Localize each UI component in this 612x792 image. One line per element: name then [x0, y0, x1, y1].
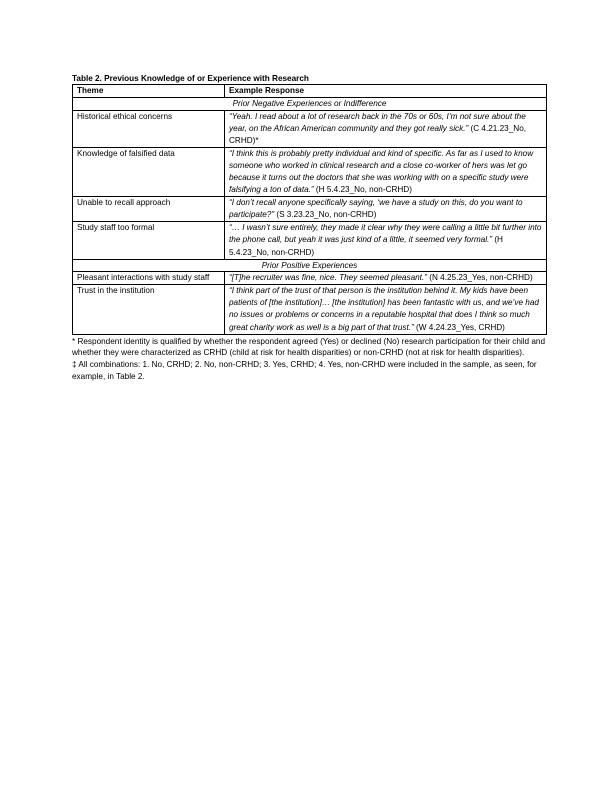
- document-page: [72, 74, 546, 382]
- response-cell: [225, 147, 547, 196]
- response-quote: “[T]he recruiter was fine, nice. They seemed pleasant.”: [229, 273, 427, 283]
- header-theme: Theme: [73, 85, 225, 98]
- table-row: [73, 197, 547, 222]
- section-row: [73, 259, 547, 272]
- footnote-respondent-identity: * Respondent identity is qualified by whether the respondent agreed (Yes) or declined (No) research participation for their child and whether they were characterized as CRHD (child at risk for health disparities) or non-CRHD (not at risk for health disparities).: [72, 336, 546, 358]
- response-source: (N 4.25.23_Yes, non-CRHD): [426, 273, 533, 283]
- theme-cell: Knowledge of falsified data: [73, 147, 225, 196]
- knowledge-table: [72, 84, 547, 335]
- theme-cell: Trust in the institution: [73, 285, 225, 334]
- theme-cell: Unable to recall approach: [73, 197, 225, 222]
- response-cell: [225, 222, 547, 259]
- response-source: (C 4.21.23_No, CRHD)*: [229, 123, 527, 145]
- table-row: [73, 222, 547, 259]
- section-label: Prior Positive Experiences: [73, 259, 547, 272]
- section-label: Prior Negative Experiences or Indifference: [73, 98, 547, 111]
- response-source: (H 5.4.23_No, non-CRHD): [229, 235, 503, 257]
- response-source: (W 4.24.23_Yes, CRHD): [413, 322, 505, 332]
- response-cell: [225, 197, 547, 222]
- theme-cell: Pleasant interactions with study staff: [73, 272, 225, 285]
- section-row: [73, 98, 547, 111]
- response-cell: [225, 285, 547, 334]
- response-cell: [225, 110, 547, 147]
- theme-cell: Study staff too formal: [73, 222, 225, 259]
- response-source: (S 3.23.23_No, non-CRHD): [274, 210, 377, 220]
- response-quote: “I think this is probably pretty individual and kind of specific. As far as I used to know someone who worked in clinical research and a close co-worker of hers was let go because it turns out the doctors that she was working with on a specific study were falsifying a ton of data.”: [229, 148, 534, 195]
- theme-cell: Historical ethical concerns: [73, 110, 225, 147]
- table-row: [73, 110, 547, 147]
- response-quote: “Yeah. I read about a lot of research back in the 70s or 60s, I’m not sure about the year, on the African American community and they got really sick.”: [229, 111, 526, 133]
- table-row: [73, 147, 547, 196]
- response-quote: “I think part of the trust of that person is the institution behind it. My kids have been patients of [the institution]… [the institution] has been fantastic with us, and we’ve had no issues or problems or concerns in a reputable hospital that does I think so much great charity work as well is a big part of that trust.”: [229, 286, 539, 332]
- footnote-combinations: ‡ All combinations: 1. No, CRHD; 2. No, non-CRHD; 3. Yes, CRHD; 4. Yes, non-CRHD were included in the sample, as seen, for example, in Table 2.: [72, 360, 537, 381]
- response-source: (H 5.4.23_No, non-CRHD): [313, 185, 412, 195]
- table-footnotes: [72, 336, 546, 383]
- header-example-response: Example Response: [225, 85, 547, 98]
- table-title: Table 2. Previous Knowledge of or Experience with Research: [72, 74, 309, 83]
- response-cell: [225, 272, 547, 285]
- table-row: [73, 285, 547, 334]
- table-row: [73, 272, 547, 285]
- response-quote: “… I wasn’t sure entirely, they made it clear why they were calling a little bit further into the phone call, but yeah it was just kind of a little, it seemed very formal.”: [229, 223, 542, 245]
- table-header-row: [73, 85, 547, 98]
- response-quote: “I don’t recall anyone specifically saying, ‘we have a study on this, do you want to participate?”: [229, 198, 523, 220]
